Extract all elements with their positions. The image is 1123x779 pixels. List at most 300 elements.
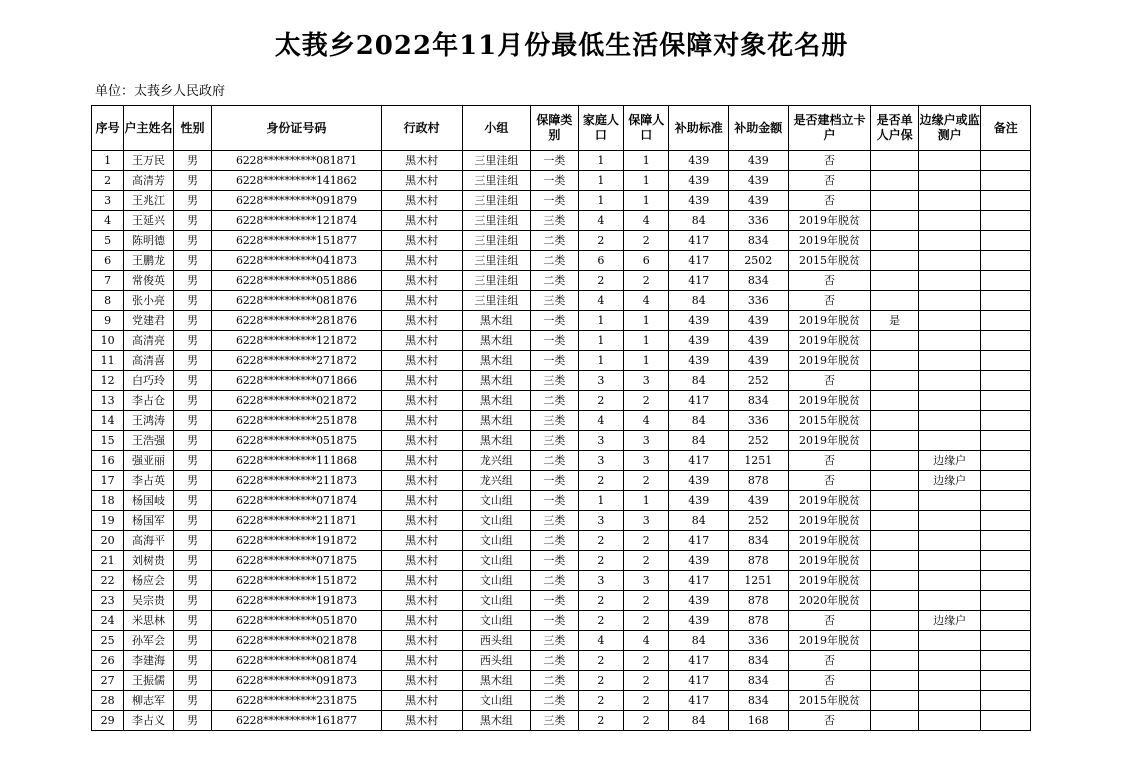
cell-village: 黑木村: [381, 691, 462, 711]
cell-seq: 19: [92, 511, 124, 531]
cell-village: 黑木村: [381, 411, 462, 431]
cell-remarks: [981, 411, 1031, 431]
cell-poverty-file-status: 2020年脱贫: [788, 591, 871, 611]
header-seq: 序号: [92, 106, 124, 151]
cell-category: 二类: [531, 691, 578, 711]
cell-remarks: [981, 191, 1031, 211]
cell-householder-name: 刘树贵: [124, 551, 173, 571]
table-row: [92, 271, 1031, 291]
cell-edge-or-monitored: [918, 691, 981, 711]
cell-category: 一类: [531, 171, 578, 191]
table-row: [92, 331, 1031, 351]
cell-householder-name: 王浩强: [124, 431, 173, 451]
cell-subsidy-standard: 439: [669, 591, 729, 611]
cell-householder-name: 杨应会: [124, 571, 173, 591]
cell-edge-or-monitored: [918, 511, 981, 531]
cell-covered-persons: 2: [624, 391, 669, 411]
cell-poverty-file-status: 否: [788, 651, 871, 671]
cell-id-number: 6228**********271872: [212, 351, 382, 371]
cell-poverty-file-status: 2015年脱贫: [788, 691, 871, 711]
cell-village: 黑木村: [381, 451, 462, 471]
cell-single-household: [871, 191, 918, 211]
table-row: [92, 491, 1031, 511]
cell-householder-name: 王鸿涛: [124, 411, 173, 431]
cell-single-household: [871, 411, 918, 431]
roster-table: [91, 105, 1031, 731]
table-row: [92, 251, 1031, 271]
cell-village: 黑木村: [381, 291, 462, 311]
cell-seq: 13: [92, 391, 124, 411]
cell-gender: 男: [173, 611, 211, 631]
cell-covered-persons: 3: [624, 431, 669, 451]
cell-gender: 男: [173, 591, 211, 611]
cell-householder-name: 柳志军: [124, 691, 173, 711]
cell-village: 黑木村: [381, 151, 462, 171]
table-row: [92, 671, 1031, 691]
cell-id-number: 6228**********051875: [212, 431, 382, 451]
cell-single-household: [871, 531, 918, 551]
cell-id-number: 6228**********071875: [212, 551, 382, 571]
cell-family-size: 2: [578, 391, 623, 411]
cell-subsidy-standard: 417: [669, 391, 729, 411]
cell-category: 二类: [531, 671, 578, 691]
cell-family-size: 2: [578, 531, 623, 551]
cell-edge-or-monitored: [918, 191, 981, 211]
cell-village: 黑木村: [381, 311, 462, 331]
cell-remarks: [981, 531, 1031, 551]
cell-remarks: [981, 691, 1031, 711]
cell-single-household: [871, 711, 918, 731]
cell-covered-persons: 4: [624, 411, 669, 431]
cell-householder-name: 白巧玲: [124, 371, 173, 391]
table-row: [92, 411, 1031, 431]
cell-seq: 17: [92, 471, 124, 491]
cell-single-household: [871, 671, 918, 691]
cell-single-household: [871, 551, 918, 571]
cell-group: 黑木组: [462, 311, 531, 331]
cell-edge-or-monitored: [918, 551, 981, 571]
table-body: [92, 151, 1031, 731]
cell-covered-persons: 2: [624, 471, 669, 491]
cell-subsidy-amount: 834: [729, 691, 789, 711]
cell-single-household: [871, 231, 918, 251]
cell-householder-name: 王延兴: [124, 211, 173, 231]
cell-group: 黑木组: [462, 671, 531, 691]
cell-edge-or-monitored: [918, 591, 981, 611]
cell-poverty-file-status: 否: [788, 671, 871, 691]
cell-group: 黑木组: [462, 391, 531, 411]
cell-family-size: 1: [578, 331, 623, 351]
table-row: [92, 311, 1031, 331]
cell-covered-persons: 1: [624, 491, 669, 511]
cell-single-household: [871, 391, 918, 411]
cell-id-number: 6228**********091873: [212, 671, 382, 691]
table-row: [92, 351, 1031, 371]
cell-subsidy-standard: 84: [669, 411, 729, 431]
cell-poverty-file-status: 2019年脱贫: [788, 571, 871, 591]
cell-id-number: 6228**********191873: [212, 591, 382, 611]
table-row: [92, 591, 1031, 611]
cell-gender: 男: [173, 411, 211, 431]
cell-category: 三类: [531, 711, 578, 731]
cell-poverty-file-status: 2019年脱贫: [788, 231, 871, 251]
cell-poverty-file-status: 2019年脱贫: [788, 431, 871, 451]
cell-covered-persons: 3: [624, 511, 669, 531]
cell-category: 一类: [531, 611, 578, 631]
cell-village: 黑木村: [381, 511, 462, 531]
cell-covered-persons: 1: [624, 331, 669, 351]
cell-covered-persons: 2: [624, 691, 669, 711]
cell-edge-or-monitored: [918, 251, 981, 271]
table-row: [92, 611, 1031, 631]
cell-poverty-file-status: 2019年脱贫: [788, 211, 871, 231]
cell-householder-name: 米思林: [124, 611, 173, 631]
cell-householder-name: 孙军会: [124, 631, 173, 651]
cell-single-household: [871, 271, 918, 291]
cell-family-size: 2: [578, 471, 623, 491]
cell-edge-or-monitored: [918, 711, 981, 731]
cell-subsidy-standard: 84: [669, 431, 729, 451]
cell-id-number: 6228**********161877: [212, 711, 382, 731]
cell-subsidy-standard: 439: [669, 311, 729, 331]
table-row: [92, 191, 1031, 211]
cell-family-size: 2: [578, 691, 623, 711]
header-group: 小组: [462, 106, 531, 151]
cell-family-size: 1: [578, 151, 623, 171]
cell-id-number: 6228**********251878: [212, 411, 382, 431]
cell-poverty-file-status: 否: [788, 451, 871, 471]
cell-id-number: 6228**********121872: [212, 331, 382, 351]
cell-edge-or-monitored: 边缘户: [918, 611, 981, 631]
cell-gender: 男: [173, 491, 211, 511]
cell-seq: 6: [92, 251, 124, 271]
cell-group: 黑木组: [462, 711, 531, 731]
cell-gender: 男: [173, 531, 211, 551]
cell-village: 黑木村: [381, 171, 462, 191]
cell-covered-persons: 1: [624, 151, 669, 171]
cell-subsidy-amount: 2502: [729, 251, 789, 271]
cell-edge-or-monitored: [918, 151, 981, 171]
table-row: [92, 571, 1031, 591]
cell-seq: 10: [92, 331, 124, 351]
cell-gender: 男: [173, 651, 211, 671]
cell-poverty-file-status: 否: [788, 291, 871, 311]
cell-category: 一类: [531, 491, 578, 511]
header-single-household: 是否单人户保: [871, 106, 918, 151]
cell-subsidy-standard: 439: [669, 191, 729, 211]
cell-covered-persons: 6: [624, 251, 669, 271]
cell-village: 黑木村: [381, 531, 462, 551]
cell-group: 文山组: [462, 531, 531, 551]
header-row: [92, 106, 1031, 151]
cell-edge-or-monitored: 边缘户: [918, 451, 981, 471]
cell-single-household: [871, 371, 918, 391]
cell-gender: 男: [173, 451, 211, 471]
cell-poverty-file-status: 2019年脱贫: [788, 551, 871, 571]
cell-group: 三里洼组: [462, 271, 531, 291]
cell-gender: 男: [173, 671, 211, 691]
cell-subsidy-amount: 336: [729, 411, 789, 431]
cell-family-size: 3: [578, 571, 623, 591]
header-village: 行政村: [381, 106, 462, 151]
cell-covered-persons: 2: [624, 651, 669, 671]
cell-remarks: [981, 631, 1031, 651]
cell-single-household: [871, 611, 918, 631]
table-row: [92, 691, 1031, 711]
cell-remarks: [981, 351, 1031, 371]
table-row: [92, 151, 1031, 171]
cell-group: 三里洼组: [462, 171, 531, 191]
cell-remarks: [981, 391, 1031, 411]
cell-covered-persons: 2: [624, 711, 669, 731]
cell-poverty-file-status: 否: [788, 471, 871, 491]
cell-single-household: [871, 451, 918, 471]
cell-group: 文山组: [462, 491, 531, 511]
cell-subsidy-amount: 336: [729, 631, 789, 651]
cell-gender: 男: [173, 311, 211, 331]
cell-subsidy-amount: 834: [729, 271, 789, 291]
cell-gender: 男: [173, 371, 211, 391]
cell-remarks: [981, 551, 1031, 571]
cell-category: 二类: [531, 231, 578, 251]
cell-id-number: 6228**********071874: [212, 491, 382, 511]
cell-seq: 21: [92, 551, 124, 571]
cell-village: 黑木村: [381, 651, 462, 671]
cell-id-number: 6228**********071866: [212, 371, 382, 391]
table-row: [92, 631, 1031, 651]
cell-poverty-file-status: 否: [788, 191, 871, 211]
cell-family-size: 4: [578, 211, 623, 231]
cell-householder-name: 王振儒: [124, 671, 173, 691]
cell-single-household: [871, 471, 918, 491]
cell-seq: 29: [92, 711, 124, 731]
cell-id-number: 6228**********151872: [212, 571, 382, 591]
cell-single-household: [871, 651, 918, 671]
cell-subsidy-amount: 439: [729, 191, 789, 211]
cell-group: 黑木组: [462, 411, 531, 431]
cell-category: 三类: [531, 431, 578, 451]
table-row: [92, 471, 1031, 491]
table-row: [92, 391, 1031, 411]
cell-remarks: [981, 651, 1031, 671]
cell-subsidy-amount: 1251: [729, 451, 789, 471]
cell-single-household: [871, 691, 918, 711]
cell-remarks: [981, 251, 1031, 271]
cell-group: 龙兴组: [462, 471, 531, 491]
cell-subsidy-amount: 439: [729, 331, 789, 351]
cell-village: 黑木村: [381, 211, 462, 231]
cell-id-number: 6228**********151877: [212, 231, 382, 251]
cell-gender: 男: [173, 691, 211, 711]
cell-householder-name: 高清亮: [124, 331, 173, 351]
cell-seq: 1: [92, 151, 124, 171]
header-covered-persons: 保障人口: [624, 106, 669, 151]
cell-seq: 20: [92, 531, 124, 551]
cell-id-number: 6228**********081871: [212, 151, 382, 171]
cell-seq: 16: [92, 451, 124, 471]
cell-id-number: 6228**********281876: [212, 311, 382, 331]
cell-family-size: 3: [578, 511, 623, 531]
cell-group: 文山组: [462, 691, 531, 711]
cell-poverty-file-status: 否: [788, 611, 871, 631]
header-id-number: 身份证号码: [212, 106, 382, 151]
cell-householder-name: 高清芳: [124, 171, 173, 191]
cell-village: 黑木村: [381, 251, 462, 271]
cell-gender: 男: [173, 231, 211, 251]
cell-householder-name: 杨国军: [124, 511, 173, 531]
cell-remarks: [981, 451, 1031, 471]
cell-subsidy-standard: 84: [669, 211, 729, 231]
cell-single-household: [871, 351, 918, 371]
cell-covered-persons: 2: [624, 671, 669, 691]
cell-single-household: 是: [871, 311, 918, 331]
cell-family-size: 1: [578, 171, 623, 191]
cell-covered-persons: 3: [624, 451, 669, 471]
cell-poverty-file-status: 2019年脱贫: [788, 351, 871, 371]
cell-covered-persons: 4: [624, 211, 669, 231]
cell-family-size: 2: [578, 671, 623, 691]
cell-village: 黑木村: [381, 191, 462, 211]
cell-householder-name: 高海平: [124, 531, 173, 551]
cell-subsidy-amount: 834: [729, 651, 789, 671]
cell-family-size: 4: [578, 291, 623, 311]
cell-village: 黑木村: [381, 271, 462, 291]
cell-seq: 25: [92, 631, 124, 651]
header-householder-name: 户主姓名: [124, 106, 173, 151]
cell-village: 黑木村: [381, 571, 462, 591]
cell-category: 二类: [531, 531, 578, 551]
cell-edge-or-monitored: [918, 211, 981, 231]
cell-subsidy-standard: 417: [669, 451, 729, 471]
cell-subsidy-amount: 252: [729, 431, 789, 451]
cell-family-size: 1: [578, 491, 623, 511]
cell-category: 一类: [531, 311, 578, 331]
cell-gender: 男: [173, 171, 211, 191]
cell-householder-name: 张小亮: [124, 291, 173, 311]
cell-edge-or-monitored: [918, 411, 981, 431]
cell-seq: 24: [92, 611, 124, 631]
cell-householder-name: 强亚丽: [124, 451, 173, 471]
cell-category: 三类: [531, 371, 578, 391]
cell-edge-or-monitored: [918, 231, 981, 251]
header-subsidy-amount: 补助金额: [729, 106, 789, 151]
cell-householder-name: 吴宗贵: [124, 591, 173, 611]
cell-group: 三里洼组: [462, 151, 531, 171]
header-family-size: 家庭人口: [578, 106, 623, 151]
cell-subsidy-standard: 439: [669, 551, 729, 571]
cell-single-household: [871, 251, 918, 271]
cell-subsidy-standard: 439: [669, 151, 729, 171]
cell-covered-persons: 3: [624, 571, 669, 591]
cell-subsidy-amount: 252: [729, 511, 789, 531]
cell-gender: 男: [173, 471, 211, 491]
cell-remarks: [981, 271, 1031, 291]
cell-group: 三里洼组: [462, 251, 531, 271]
cell-village: 黑木村: [381, 331, 462, 351]
cell-subsidy-amount: 439: [729, 151, 789, 171]
unit-label: 单位：太莪乡人民政府: [95, 84, 226, 99]
cell-seq: 7: [92, 271, 124, 291]
cell-subsidy-standard: 417: [669, 231, 729, 251]
cell-subsidy-amount: 834: [729, 531, 789, 551]
cell-poverty-file-status: 2019年脱贫: [788, 331, 871, 351]
cell-category: 一类: [531, 351, 578, 371]
cell-family-size: 2: [578, 711, 623, 731]
cell-edge-or-monitored: [918, 491, 981, 511]
cell-group: 黑木组: [462, 431, 531, 451]
cell-edge-or-monitored: [918, 271, 981, 291]
cell-village: 黑木村: [381, 591, 462, 611]
cell-poverty-file-status: 2015年脱贫: [788, 411, 871, 431]
cell-id-number: 6228**********081876: [212, 291, 382, 311]
page-title: 太莪乡2022年11月份最低生活保障对象花名册: [274, 31, 849, 61]
cell-remarks: [981, 571, 1031, 591]
cell-poverty-file-status: 否: [788, 171, 871, 191]
cell-covered-persons: 4: [624, 291, 669, 311]
cell-single-household: [871, 631, 918, 651]
cell-category: 一类: [531, 551, 578, 571]
cell-single-household: [871, 331, 918, 351]
cell-subsidy-amount: 834: [729, 671, 789, 691]
cell-remarks: [981, 231, 1031, 251]
cell-group: 文山组: [462, 611, 531, 631]
cell-subsidy-standard: 439: [669, 611, 729, 631]
cell-edge-or-monitored: [918, 311, 981, 331]
cell-householder-name: 李建海: [124, 651, 173, 671]
header-edge-or-monitored: 边缘户或监测户: [918, 106, 981, 151]
table-row: [92, 451, 1031, 471]
cell-category: 一类: [531, 191, 578, 211]
cell-poverty-file-status: 否: [788, 711, 871, 731]
cell-covered-persons: 2: [624, 531, 669, 551]
cell-gender: 男: [173, 351, 211, 371]
cell-group: 三里洼组: [462, 211, 531, 231]
cell-seq: 27: [92, 671, 124, 691]
cell-householder-name: 陈明德: [124, 231, 173, 251]
cell-village: 黑木村: [381, 491, 462, 511]
cell-village: 黑木村: [381, 471, 462, 491]
cell-poverty-file-status: 2019年脱贫: [788, 311, 871, 331]
cell-seq: 11: [92, 351, 124, 371]
cell-family-size: 1: [578, 311, 623, 331]
cell-remarks: [981, 611, 1031, 631]
cell-poverty-file-status: 2015年脱贫: [788, 251, 871, 271]
cell-poverty-file-status: 2019年脱贫: [788, 491, 871, 511]
cell-householder-name: 党建君: [124, 311, 173, 331]
cell-id-number: 6228**********051886: [212, 271, 382, 291]
cell-family-size: 3: [578, 371, 623, 391]
cell-subsidy-amount: 834: [729, 391, 789, 411]
cell-householder-name: 王鹏龙: [124, 251, 173, 271]
cell-group: 文山组: [462, 591, 531, 611]
cell-gender: 男: [173, 211, 211, 231]
cell-subsidy-amount: 878: [729, 611, 789, 631]
cell-village: 黑木村: [381, 631, 462, 651]
cell-category: 二类: [531, 451, 578, 471]
cell-gender: 男: [173, 551, 211, 571]
cell-householder-name: 李占仓: [124, 391, 173, 411]
cell-category: 二类: [531, 251, 578, 271]
cell-family-size: 2: [578, 271, 623, 291]
cell-village: 黑木村: [381, 711, 462, 731]
cell-family-size: 3: [578, 431, 623, 451]
cell-id-number: 6228**********141862: [212, 171, 382, 191]
table-row: [92, 371, 1031, 391]
cell-family-size: 2: [578, 611, 623, 631]
cell-group: 三里洼组: [462, 231, 531, 251]
cell-gender: 男: [173, 191, 211, 211]
cell-id-number: 6228**********211873: [212, 471, 382, 491]
